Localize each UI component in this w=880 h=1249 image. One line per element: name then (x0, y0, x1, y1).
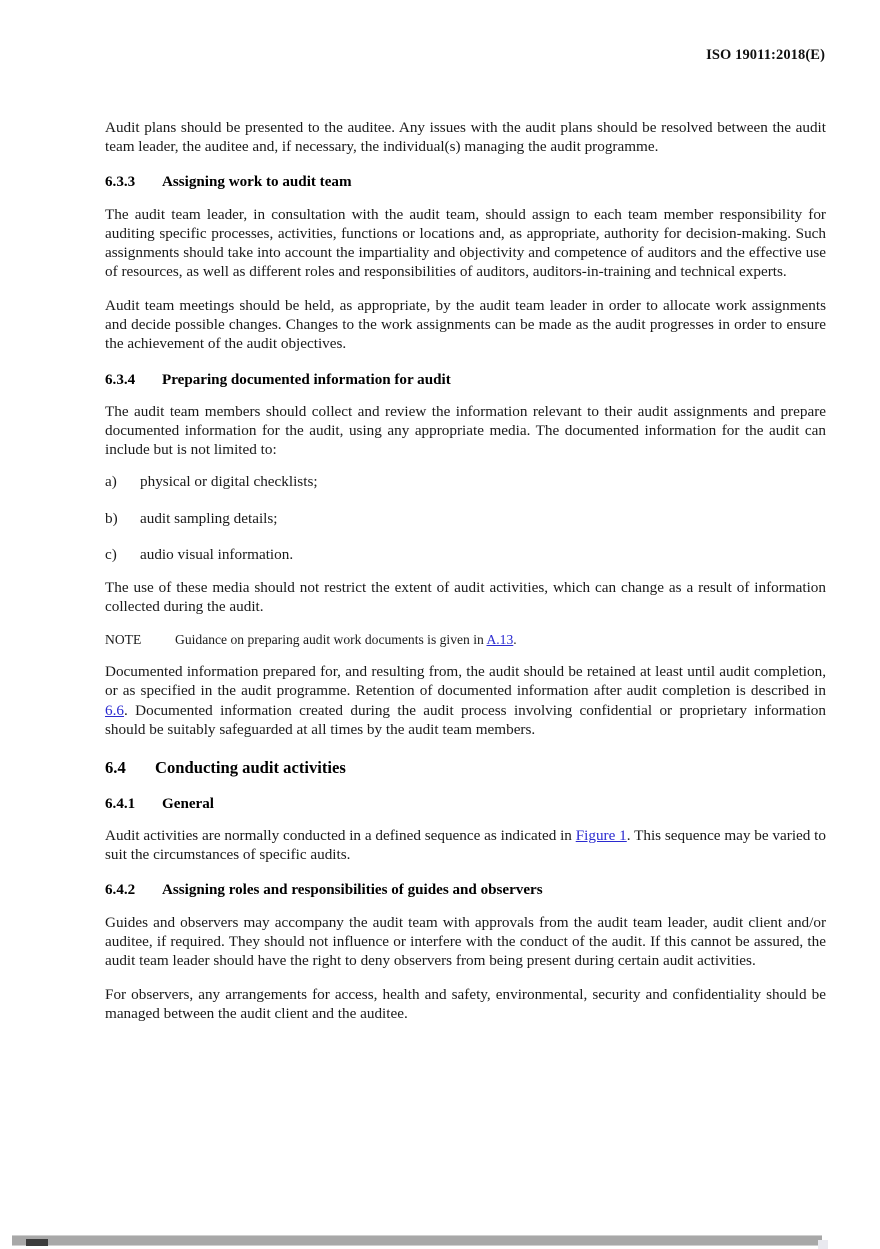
running-header-title: ISO 19011:2018(E) (706, 47, 825, 63)
scrollbar-end-cap (818, 1240, 828, 1249)
paragraph-6-4-1-before: Audit activities are normally conducted in a defined sequence as indicated in (105, 826, 576, 844)
horizontal-scrollbar[interactable] (0, 1231, 880, 1247)
scrollbar-track[interactable] (12, 1235, 822, 1246)
note-label: NOTE (105, 631, 142, 647)
lettered-list (105, 472, 826, 564)
heading-6-4-text: Conducting audit activities (155, 757, 346, 777)
document-body (105, 118, 826, 1038)
paragraph-6-3-4-3-after: . Documented information created during the audit process involving confidential or proprietary information should be suitably safeguarded at all times by the audit team members. (105, 701, 826, 738)
heading-6-3-3 (105, 173, 826, 191)
list-item-marker: c) (105, 545, 117, 563)
list-item (105, 472, 826, 491)
paragraph-6-3-3-2: Audit team meetings should be held, as appropriate, by the audit team leader in order to allocate work assignments and decide possible changes. Changes to the work assignments can be made as the audit progresses in order to ensure the achievement of the audit objectives. (105, 296, 826, 353)
paragraph-6-3-4-3-before: Documented information prepared for, and resulting from, the audit should be retained at least until audit completion, or as specified in the audit programme. Retention of documented information after audit completion is described in (105, 663, 826, 700)
list-item (105, 509, 826, 528)
heading-6-3-4-text: Preparing documented information for audit (162, 371, 451, 388)
heading-6-4-2-number: 6.4.2 (105, 882, 136, 899)
list-item-text: audio visual information. (140, 545, 294, 563)
paragraph-6-3-4-2: The use of these media should not restrict the extent of audit activities, which can change as a result of information collected during the audit. (105, 579, 826, 616)
note-block (105, 631, 826, 648)
list-item-text: audit sampling details; (140, 509, 278, 527)
list-item (105, 545, 826, 564)
list-item-marker: a) (105, 473, 117, 491)
heading-6-4-2-text: Assigning roles and responsibilities of guides and observers (162, 882, 543, 899)
note-text-before: Guidance on preparing audit work documents is given in (175, 631, 487, 647)
heading-6-4-2 (105, 881, 826, 899)
note-text-after: . (513, 631, 517, 647)
paragraph-audit-plans: Audit plans should be presented to the auditee. Any issues with the audit plans should be resolved between the audit team leader, the auditee and, if necessary, the individual(s) managing the audit programme. (105, 119, 826, 156)
list-item-text: physical or digital checklists; (140, 473, 318, 491)
heading-6-3-3-number: 6.3.3 (105, 174, 136, 191)
heading-6-4-1-text: General (162, 795, 214, 812)
paragraph-6-3-4-1: The audit team members should collect and review the information relevant to their audit assignments and prepare documented information for the audit, using any appropriate media. The documented information for the audit can include but is not limited to: (105, 402, 826, 459)
heading-6-3-4-number: 6.3.4 (105, 371, 136, 388)
heading-6-3-4 (105, 371, 826, 389)
cross-reference-link-figure-1[interactable]: Figure 1 (575, 826, 627, 844)
list-item-marker: b) (105, 509, 118, 527)
heading-6-3-3-text: Assigning work to audit team (162, 174, 352, 191)
cross-reference-link-6-6[interactable]: 6.6 (105, 701, 124, 719)
heading-6-4-number: 6.4 (105, 757, 126, 777)
paragraph-6-3-3-1: The audit team leader, in consultation with the audit team, should assign to each team member responsibility for auditing specific processes, activities, functions or locations and, as appropriate, authority for decision-making. Such assignments should take into account the impartiality and objectivity and competence of auditors and the effective use of resources, as well as different roles and responsibilities of auditors, auditors-in-training and technical experts. (105, 205, 826, 281)
heading-6-4-1 (105, 795, 826, 813)
heading-6-4-1-number: 6.4.1 (105, 795, 136, 812)
cross-reference-link-a13[interactable]: A.13 (486, 631, 514, 647)
paragraph-6-3-4-3 (105, 662, 826, 739)
paragraph-6-4-2-2: For observers, any arrangements for access, health and safety, environmental, security and confidentiality should be managed between the audit client and the auditee. (105, 985, 826, 1022)
paragraph-6-4-1-after: . This sequence may be varied to suit the circumstances of specific audits. (105, 826, 826, 864)
scrollbar-thumb[interactable] (26, 1239, 48, 1246)
paragraph-6-4-2-1: Guides and observers may accompany the audit team with approvals from the audit team leader, audit client and/or auditee, if required. They should not influence or interfere with the conduct of the audit. If this cannot be assured, the audit team leader should have the right to deny observers from being present during certain audit activities. (105, 913, 826, 969)
paragraph-6-4-1 (105, 826, 826, 864)
heading-6-4 (105, 758, 826, 778)
